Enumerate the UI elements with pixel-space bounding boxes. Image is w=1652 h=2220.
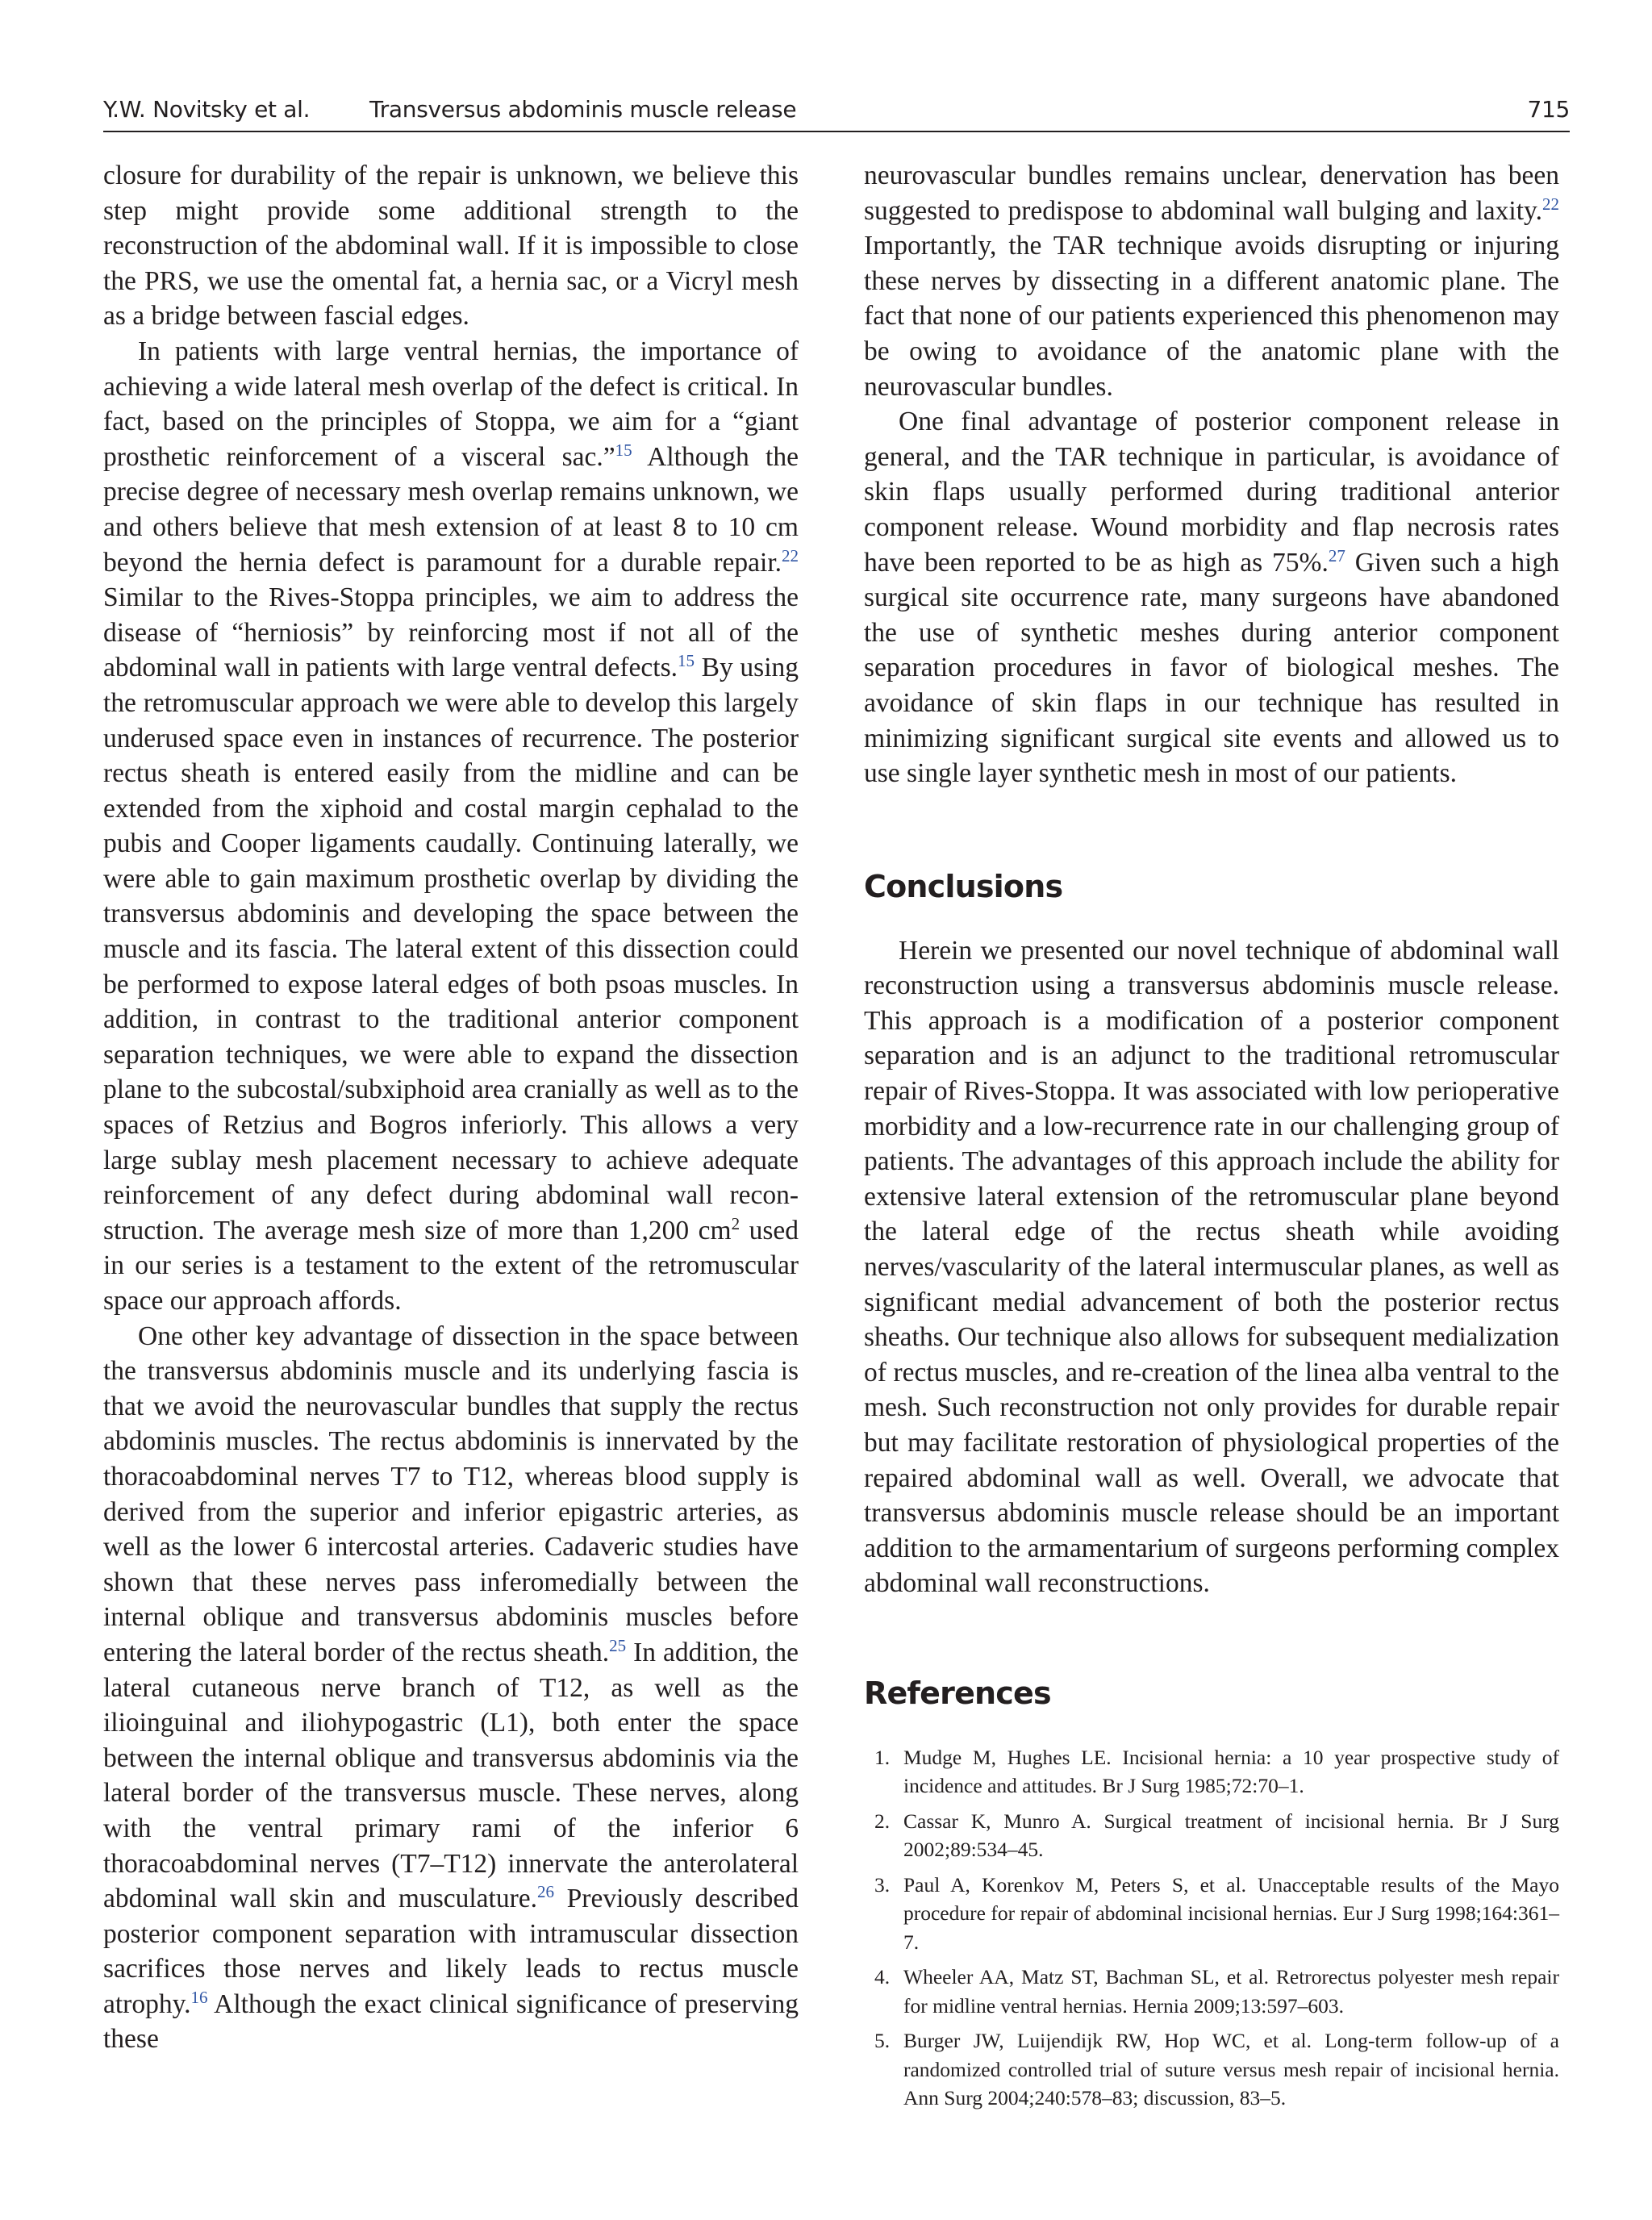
reference-item [864,2026,1559,2113]
reference-text: Mudge M, Hughes LE. Incisional hernia: a 10 year prospective study of incidence and attitudes. Br J Surg 1985;72:70–1. [903,1745,1559,1798]
paragraph-text: used in our series is a testament to the extent of the retromuscular space our approach affords. [103,1215,799,1316]
paragraph-text: In patients with large ventral hernias, the importance of achieving a wide lateral mesh overlap of the defect is critical. In fact, based on the principles of Stoppa, we aim for a “giant prosthetic reinforcement of a visceral sac.” [103,336,799,472]
reference-number: 1. [874,1745,891,1769]
page-number: 715 [1527,96,1570,123]
paragraph-text: One other key advantage of dissection in the space between the transversus abdominis muscle and its underlying fascia is that we avoid the neurovascular bundles that supply the rectus abdominis muscles. The rectus abdominis is innervated by the thoracoabdominal nerves T7 to T12, whereas blood supply is derived from the superior and inferior epigastric arteries, as well as the lower 6 intercostal arteries. Cadaveric studies have shown that these nerves pass inferomedially between the internal oblique and transversus abdominis muscles before entering the lateral border of the rectus sheath. [103,1321,799,1667]
paragraph [103,1319,799,2057]
paragraph [103,158,799,334]
reference-list [864,1743,1559,2113]
conclusions-heading: Conclusions [864,868,1063,904]
header-short-title: Transversus abdominis muscle release [369,96,797,123]
paragraph-text: Similar to the Rives-Stoppa principles, we aim to address the disease of “herniosis” by reinforcing most if not all of the abdominal wall in patients with large ventral defects. [103,582,799,683]
reference-text: Cassar K, Munro A. Surgical treatment of incisional hernia. Br J Surg 2002;89:534–45. [903,1809,1559,1862]
paragraph-text: Previously described posterior component separation with intramuscular dissection sacrifices those nerves and likely leads to rectus muscle atrophy. [103,1884,799,2019]
paragraph-text: One final advantage of posterior component release in general, and the TAR technique in particular, is avoidance of skin flaps usually performed during traditional anterior component release. Wound morbidity and flap necrosis rates have been reported to be as high as 75%. [864,407,1559,578]
citation-link[interactable]: 26 [537,1881,555,1901]
paragraph [864,158,1559,404]
reference-item [864,1871,1559,1957]
running-header [103,89,1570,132]
reference-item [864,1963,1559,2020]
reference-text: Paul A, Korenkov M, Peters S, et al. Unacceptable results of the Mayo procedure for repair of abdominal incisional hernias. Eur J Surg 1998;164:361–7. [903,1872,1559,1954]
right-column [864,158,1559,2119]
paragraph-text: closure for durability of the repair is unknown, we believe this step might provide some additional strength to the reconstruction of the abdominal wall. If it is impossible to close the PRS, we use the omental fat, a hernia sac, or a Vicryl mesh as a bridge between fascial edges. [103,161,799,332]
paragraph [103,334,799,1319]
citation-link[interactable]: 27 [1328,545,1345,565]
reference-number: 5. [874,2029,891,2053]
citation-link[interactable]: 15 [615,440,632,460]
paragraph [864,404,1559,791]
reference-text: Burger JW, Luijendijk RW, Hop WC, et al. Long-term follow-up of a randomized controlled trial of suture versus mesh repair of incisional hernia. Ann Surg 2004;240:578–83; discussion, 83–5. [903,2029,1559,2110]
citation-link[interactable]: 15 [678,651,695,671]
citation-link[interactable]: 22 [782,545,799,565]
reference-number: 3. [874,1872,891,1897]
reference-text: Wheeler AA, Matz ST, Bachman SL, et al. Retrorectus polyester mesh repair for midline ventral hernias. Hernia 2009;13:597–603. [903,1965,1559,2018]
reference-item [864,1807,1559,1864]
superscript: 2 [731,1213,740,1233]
paragraph-text: Although the precise degree of necessary mesh overlap remains unknown, we and others believe that mesh extension of at least 8 to 10 cm beyond the hernia defect is paramount for a durable repair. [103,441,799,578]
paragraph-text: By using the retromuscular approach we were able to develop this largely underused space even in instances of recurrence. The posterior rectus sheath is entered easily from the midline and can be extended from the xiphoid and costal margin cephalad to the pubis and Cooper ligaments caudally. Continuing laterally, we were able to gain maximum prosthetic overlap by dividing the transversus abdominis and developing the space between the muscle and its fascia. The lateral extent of this dissection could be performed to expose lateral edges of both psoas muscles. In addition, in contrast to the traditional anterior component separation techniques, we were able to expand the dissection plane to the subcostal/subxiphoid area cranially as well as to the spaces of Retzius and Bogros inferiorly. This allows a very large sublay mesh placement necessary to achieve adequate reinforcement of any defect during abdominal wall reconstruction. The average mesh size of more than 1,200 cm [103,653,799,1246]
left-column [103,158,799,2057]
conclusions-paragraph: Herein we presented our novel technique of abdominal wall reconstruction using a transversus abdominis muscle release. This approach is a modification of a posterior component separation and is an adjunct to the traditional retromuscular repair of Rives-Stoppa. It was associated with low perioperative morbidity and a low-recurrence rate in our challenging group of patients. The advantages of this approach include the ability for extensive lateral extension of the retromuscular plane beyond the lateral edge of the rectus sheath while avoiding nerves/vascularity of the lateral intermuscular planes, as well as significant medial advancement of both the posterior rectus sheaths. Our technique also allows for subsequent medialization of rectus muscles, and re-creation of the linea alba ventral to the mesh. Such reconstruction not only provides for durable repair but may facilitate restoration of physiological properties of the repaired abdominal wall as well. Overall, we advocate that transversus abdominis muscle release should be an important addition to the armamentarium of surgeons performing complex abdominal wall reconstructions. [864,935,1559,1599]
paragraph-text: Although the exact clinical significance of preserving these [103,1988,799,2055]
citation-link[interactable]: 16 [190,1987,208,2007]
paragraph-text: Given such a high surgical site occurrence rate, many surgeons have abandoned the use of synthetic meshes during anterior component separation procedures in favor of biological meshes. The avoidance of skin flaps in our technique has resulted in minimizing significant surgical site events and allowed us to use single layer synthetic mesh in most of our patients. [864,547,1559,789]
references-heading: References [864,1675,1051,1711]
paragraph-text: Importantly, the TAR technique avoids disrupting or injuring these nerves by dissecting in a different anatomic plane. The fact that none of our patients experienced this phenomenon may be owing to avoidance of the anatomic plane with the neurovascular bundles. [864,231,1559,402]
reference-item [864,1743,1559,1801]
citation-link[interactable]: 22 [1542,194,1559,214]
paragraph-text: In addition, the lateral cutaneous nerve branch of T12, as well as the ilioinguinal and iliohypogastric (L1), both enter the space between the internal oblique and transversus abdominis via the lateral border of the transversus muscle. These nerves, along with the ventral primary rami of the inferior 6 thoracoabdominal nerves (T7–T12) innervate the anterolateral abdominal wall skin and musculature. [103,1637,799,1914]
reference-number: 4. [874,1965,891,1989]
header-authors: Y.W. Novitsky et al. [103,96,311,123]
citation-link[interactable]: 25 [609,1635,627,1655]
paragraph-text: neurovascular bundles remains unclear, denervation has been suggested to predispose to abdominal wall bulging and laxity. [864,161,1559,226]
reference-number: 2. [874,1809,891,1833]
